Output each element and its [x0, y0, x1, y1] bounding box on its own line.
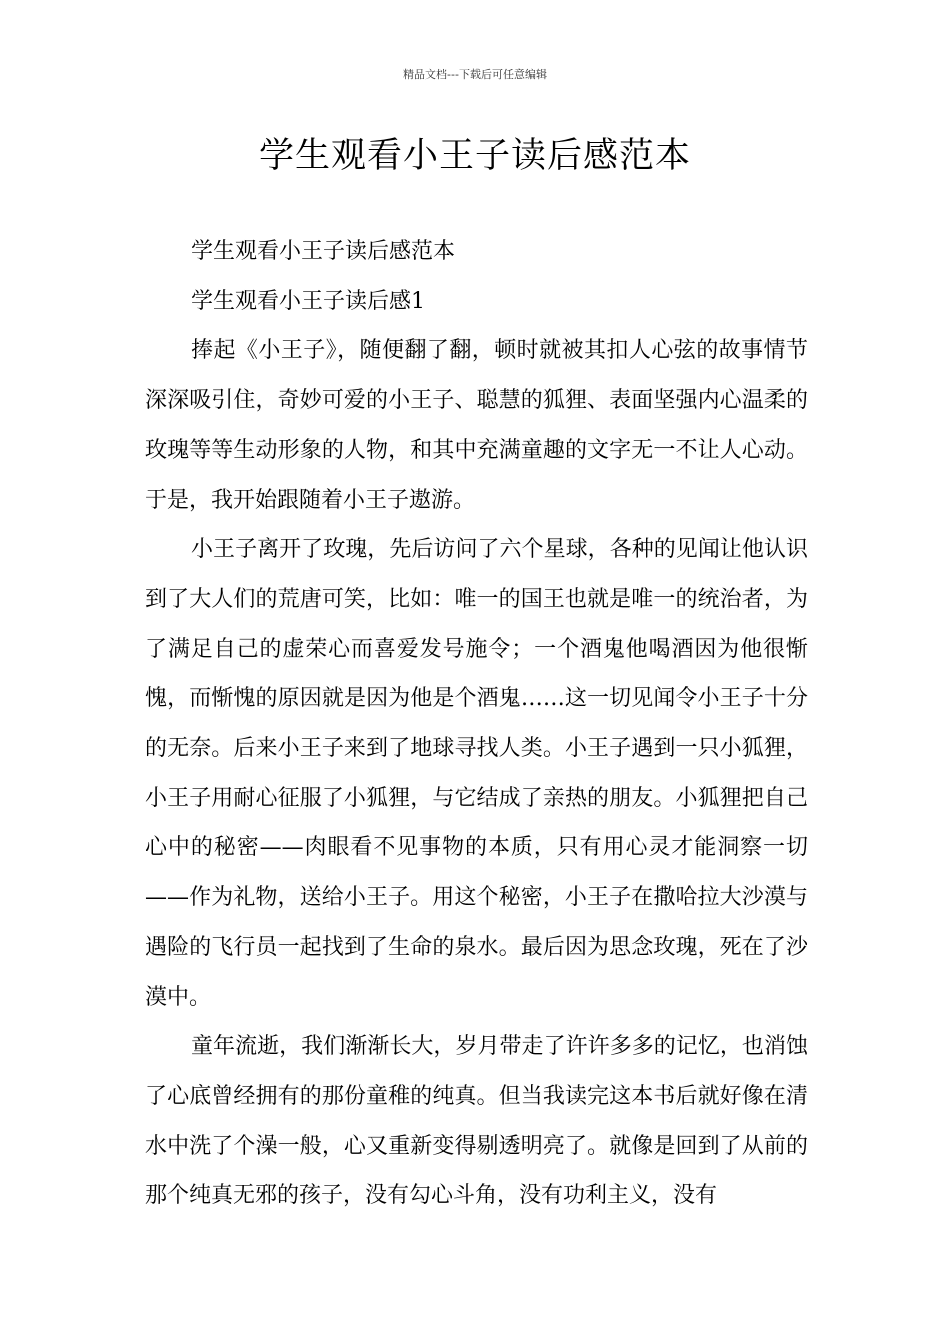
document-body	[145, 227, 808, 1221]
body-subtitle: 学生观看小王子读后感范本	[191, 239, 456, 264]
page-header-note: 精品文档---下载后可任意编辑	[403, 68, 547, 81]
body-paragraph: 小王子离开了玫瑰，先后访问了六个星球，各种的见闻让他认识到了大人们的荒唐可笑，比如：唯一的国王也就是唯一的统治者，为了满足自己的虚荣心而喜爱发号施令；一个酒鬼他喝酒因为他很惭愧，而惭愧的原因就是因为他是个酒鬼……这一切见闻令小王子十分的无奈。后来小王子来到了地球寻找人类。小王子遇到一只小狐狸，小王子用耐心征服了小狐狸，与它结成了亲热的朋友。小狐狸把自己心中的秘密——肉眼看不见事物的本质，只有用心灵才能洞察一切——作为礼物，送给小王子。用这个秘密，小王子在撒哈拉大沙漠与遇险的飞行员一起找到了生命的泉水。最后因为思念玫瑰，死在了沙漠中。	[145, 537, 808, 1010]
body-paragraph: 童年流逝，我们渐渐长大，岁月带走了许许多多的记忆，也消蚀了心底曾经拥有的那份童稚的纯真。但当我读完这本书后就好像在清水中洗了个澡一般，心又重新变得剔透明亮了。就像是回到了从前的那个纯真无邪的孩子，没有勾心斗角，没有功利主义，没有	[145, 1034, 808, 1209]
body-section-heading: 学生观看小王子读后感1	[191, 288, 425, 314]
document-title: 学生观看小王子读后感范本	[258, 136, 691, 176]
body-paragraph: 捧起《小王子》，随便翻了翻，顿时就被其扣人心弦的故事情节深深吸引住，奇妙可爱的小王子、聪慧的狐狸、表面坚强内心温柔的玫瑰等等生动形象的人物，和其中充满童趣的文字无一不让人心动。于是，我开始跟随着小王子遨游。	[145, 338, 808, 513]
